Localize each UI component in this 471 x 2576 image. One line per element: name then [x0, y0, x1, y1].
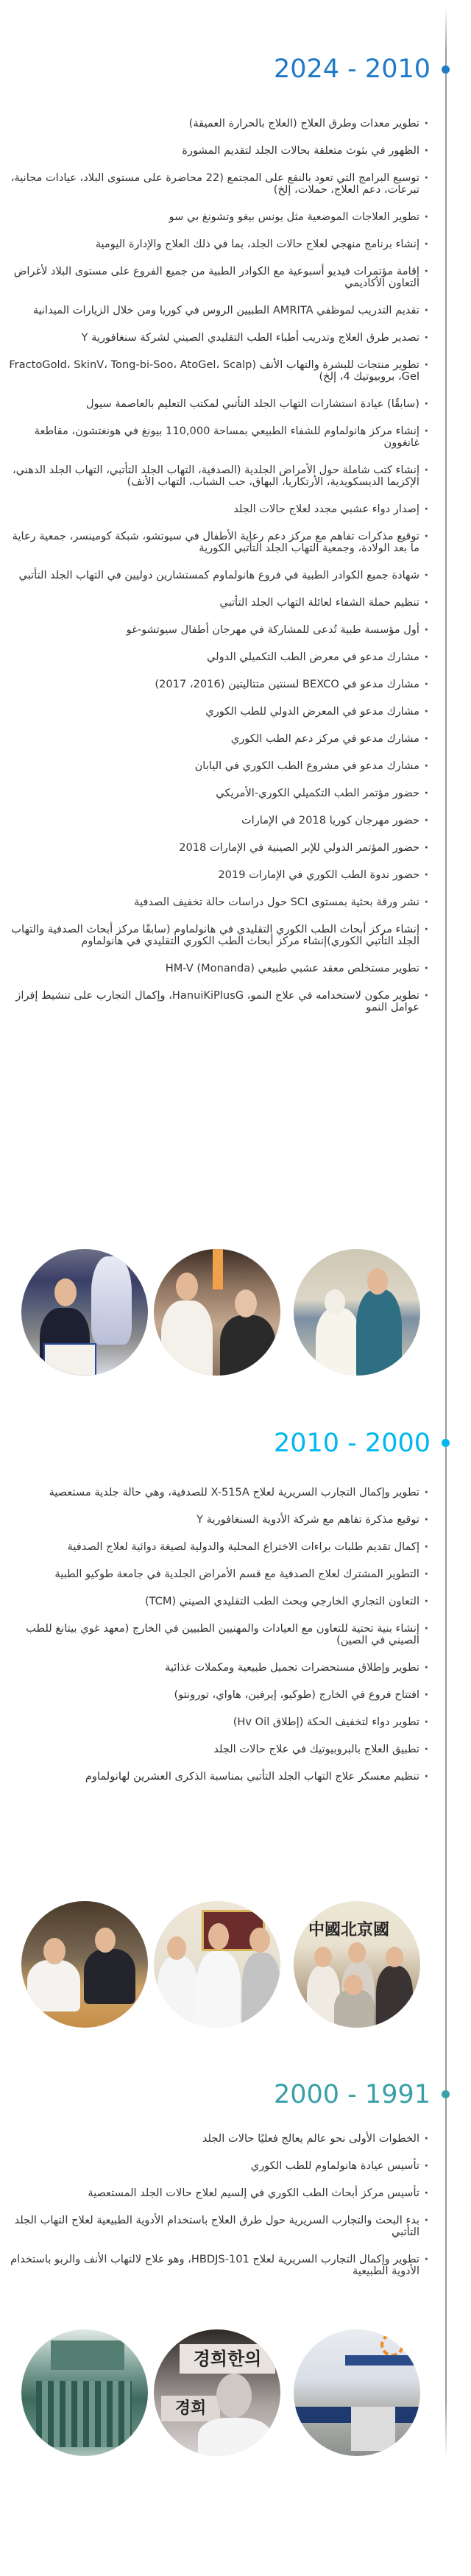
list-item: · إقامة مؤتمرات فيديو أسبوعية مع الكوادر الطبية من جميع الفروع على مستوى البلاد لأغراض التعاون الأكاديمي: [3, 266, 430, 289]
list-item: · تطوير وإكمال التجارب السريرية لعلاج HBDJS-101، وهو علاج لالتهاب الأنف والربو باستخدام الأدوية الطبيعية: [3, 2254, 430, 2277]
list-item: · إنشاء كتب شاملة حول الأمراض الجلدية (الصدفية، التهاب الجلد التأتبي، التهاب الجلد الدهني، الإكزيما الديسكويدية، الأرتكاريا، البهاق، حب الشباب، التهاب الأنف): [3, 464, 430, 488]
list-item: · حضور المؤتمر الدولي للإبر الصينية في الإمارات 2018: [3, 842, 430, 854]
photo-row: [0, 1901, 427, 2030]
section-heading: 2010 - 2000: [273, 1429, 431, 1458]
list-item: · تطبيق العلاج بالبروبيوتيك في علاج حالات الجلد: [3, 1744, 430, 1755]
list-item: · تطوير مستخلص معقد عشبي طبيعي (Monanda) HM-V: [3, 963, 430, 974]
list-item: · تأسيس مركز أبحاث الطب الكوري في إلسيم لعلاج حالات الجلد المستعصية: [3, 2187, 430, 2199]
list-item: · تقديم التدريب لموظفي AMRITA الطبيين الروس في كوريا ومن خلال الزيارات الميدانية: [3, 305, 430, 316]
list-item: · مشارك مدعو في المعرض الدولي للطب الكوري: [3, 706, 430, 718]
list-item: · توسيع البرامج التي تعود بالنفع على المجتمع (22 محاضرة على مستوى البلاد، عيادات مجانية، تبرعات، دعم العلاج، حملات، إلخ): [3, 172, 430, 196]
list-item: · التطوير المشترك لعلاج الصدفية مع قسم الأمراض الجلدية في جامعة طوكيو الطبية: [3, 1568, 430, 1580]
photo-row: [0, 2329, 427, 2458]
list-item: · إصدار دواء عشبي مجدد لعلاج حالات الجلد: [3, 503, 430, 515]
list-item: · توقيع مذكرة تفاهم مع شركة الأدوية السنغافورية Y: [3, 1514, 430, 1526]
list-item: · (سابقًا) عيادة استشارات التهاب الجلد التأتبي لمكتب التعليم بالعاصمة سيول: [3, 398, 430, 410]
award-certificate-photo: [21, 1249, 148, 1376]
list-item: · مشارك مدعو في مركز دعم الطب الكوري: [3, 733, 430, 745]
milestone-list: [3, 2133, 430, 2293]
milestone-list: [3, 1487, 430, 1798]
timeline-dot: [442, 2090, 450, 2098]
list-item: · إنشاء مركز أبحاث الطب الكوري التقليدي في هانولماوم (سابقًا مركز أبحاث الصدفية والتهاب الجلد التأتبي الكوري)إنشاء مركز أبحاث الطب الكوري التقليدي في هانولماوم: [3, 924, 430, 947]
list-item: · إنشاء بنية تحتية للتعاون مع العيادات والمهنيين الطبيين في الخارج (معهد غوي بيتانغ للطب الصيني في الصين): [3, 1623, 430, 1646]
milestone-list: [3, 118, 430, 1029]
list-item: · بدء البحث والتجارب السريرية حول طرق العلاج باستخدام الأدوية الطبيعية لعلاج التهاب الجلد التأتبي: [3, 2215, 430, 2238]
list-item: · إنشاء مركز هانولماوم للشفاء الطبيعي بمساحة 110,000 بيونغ في هونغتشون، مقاطعة غانغوون: [3, 425, 430, 449]
list-item: · الخطوات الأولى نحو عالم يعالج فعليًا حالات الجلد: [3, 2133, 430, 2145]
list-item: · إنشاء برنامج منهجي لعلاج حالات الجلد، بما في ذلك العلاج والإدارة اليومية: [3, 238, 430, 250]
list-item: · نشر ورقة بحثية بمستوى SCI حول دراسات حالة تخفيف الصدفية: [3, 896, 430, 908]
clinic-storefront-photo: [294, 2329, 420, 2456]
list-item: · الظهور في بثوث متعلقة بحالات الجلد لتقديم المشورة: [3, 145, 430, 157]
list-item: · تنظيم حملة الشفاء لعائلة التهاب الجلد التأتبي: [3, 597, 430, 609]
list-item: · مشارك مدعو في معرض الطب التكميلي الدولي: [3, 651, 430, 663]
photo-row: [0, 1249, 427, 1378]
list-item: · أول مؤسسة طبية تُدعى للمشاركة في مهرجان أطفال سيوتشو-غو: [3, 624, 430, 636]
list-item: · تطوير العلاجات الموضعية مثل يونس بيغو وتشونغ بي سو: [3, 211, 430, 223]
list-item: · تأسيس عيادة هانولماوم للطب الكوري: [3, 2160, 430, 2172]
list-item: · تطوير وإكمال التجارب السريرية لعلاج X-515A للصدفية، وهي حالة جلدية مستعصية: [3, 1487, 430, 1498]
list-item: · مشارك مدعو في مشروع الطب الكوري في اليابان: [3, 760, 430, 772]
list-item: · حضور ندوة الطب الكوري في الإمارات 2019: [3, 869, 430, 881]
list-item: · شهادة جميع الكوادر الطبية في فروع هانولماوم كمستشارين دوليين في التهاب الجلد التأتبي: [3, 570, 430, 581]
section-heading: 2000 - 1991: [273, 2080, 431, 2109]
list-item: · توقيع مذكرات تفاهم مع مركز دعم رعاية الأطفال في سيوتشو، شبكة كومينسر، جمعية رعاية ما بعد الولادة، وجمعية التهاب الجلد التأتبي الكورية: [3, 531, 430, 554]
list-item: · تطوير منتجات للبشرة والتهاب الأنف (FractoGold، SkinV، Tong-bi-Soo، AtoGel، Scalp Gel، بروبيوتيك 4، إلخ): [3, 359, 430, 383]
list-item: · تصدير طرق العلاج وتدريب أطباء الطب التقليدي الصيني لشركة سنغافورية Y: [3, 332, 430, 344]
list-item: · تطوير دواء لتخفيف الحكة (إطلاق Hv Oil): [3, 1716, 430, 1728]
list-item: · حضور مؤتمر الطب التكميلي الكوري-الأمريكي: [3, 788, 430, 799]
list-item: · تطوير معدات وطرق العلاج (العلاج بالحرارة العميقة): [3, 118, 430, 130]
timeline-dot: [442, 66, 450, 74]
meeting-photo: [21, 1901, 148, 2028]
timeline-dot: [442, 1439, 450, 1447]
handshake-photo: [154, 1249, 280, 1376]
beijing-conference-photo: 中國北京國: [294, 1901, 420, 2028]
list-item: · افتتاح فروع في الخارج (طوكيو، إيرفين، هاواي، تورونتو): [3, 1689, 430, 1701]
list-item: · تطوير وإطلاق مستحضرات تجميل طبيعية ومكملات غذائية: [3, 1662, 430, 1674]
group-standing-photo: [154, 1901, 280, 2028]
section-heading: 2024 - 2010: [273, 54, 431, 84]
list-item: · مشارك مدعو في BEXCO لسنتين متتاليتين (2016، 2017): [3, 679, 430, 690]
list-item: · تطوير مكون لاستخدامه في علاج النمو، HanuiKiPlusG، وإكمال التجارب على تنشيط إفراز عوامل النمو: [3, 990, 430, 1013]
award-ceremony-photo: [294, 1249, 420, 1376]
list-item: · التعاون التجاري الخارجي وبحث الطب التقليدي الصيني (TCM): [3, 1596, 430, 1607]
list-item: · تنظيم معسكر علاج التهاب الجلد التأتبي بمناسبة الذكرى العشرين لهانولماوم: [3, 1771, 430, 1783]
kyunghee-clinic-photo: 경희한의 경희: [154, 2329, 280, 2456]
historic-building-photo: [21, 2329, 148, 2456]
list-item: · حضور مهرجان كوريا 2018 في الإمارات: [3, 815, 430, 827]
list-item: · إكمال تقديم طلبات براءات الاختراع المحلية والدولية لصيغة دوائية لعلاج الصدفية: [3, 1541, 430, 1553]
